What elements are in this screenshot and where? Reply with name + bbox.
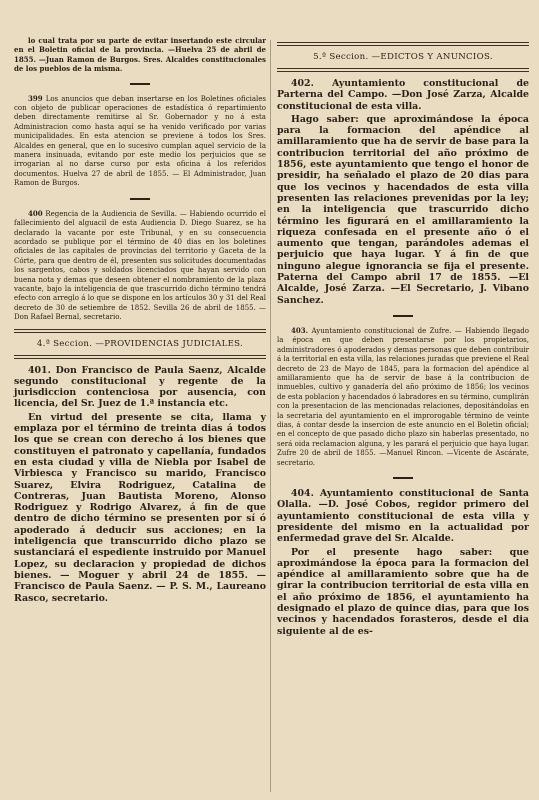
article-404-heading bbox=[277, 488, 529, 544]
continued-text: lo cual trata por su parte de evitar insertando este circular en el Boletin oficial de la provincia. —Huelva 25 de abril de 1855. —Juan Ramon de Burgos. Sres. Alcaldes constitucionales de los pueblos de la misma. bbox=[14, 36, 266, 74]
article-number: 399 bbox=[28, 93, 43, 103]
article-number: 403. bbox=[291, 325, 309, 335]
section-rule bbox=[14, 329, 266, 333]
article-401-heading bbox=[14, 365, 266, 410]
article-text: Ayuntamiento constitucional de Santa Olalla. —D. José Cobos, regidor primero del ayuntamiento constitucional de esta villa y presidente del mismo en la actualidad por enfermedad grave del Sr. Alcalde. bbox=[277, 488, 530, 545]
article-402-heading bbox=[277, 78, 529, 112]
section-rule bbox=[277, 42, 529, 46]
separator bbox=[130, 198, 150, 200]
left-column bbox=[14, 36, 266, 606]
separator bbox=[393, 315, 413, 317]
column-divider bbox=[270, 40, 271, 792]
article-text: Los anuncios que deban insertarse en los Boletines oficiales con objeto de publicar operaciones de estadística ó repartimiento deben directamente remitirse al Sr. Gobernador y no á esta Administracion como hasta aquí se ha venido verificado por varias municipalidades. En esta atencion se previene á todos los Sres. Alcaldes en general, que en lo sucesivo cumplan aquel servicio de la manera insinuada, evitando por este medio los perjuicios que se irrogarian al no darse curso por esta oficina á los referidos documentos. Huelva 27 de abril de 1855. — El Administrador, Juan Ramon de Burgos. bbox=[14, 94, 266, 188]
article-number: 401. bbox=[28, 364, 51, 376]
article-text: Ayuntamiento constitucional de Parterna del Campo. —Don José Zarza, Alcalde constitucional de esta villa. bbox=[277, 78, 530, 112]
article-number: 404. bbox=[291, 488, 314, 500]
article-text: Regencia de la Audiencia de Sevilla. — Habiendo ocurrido el fallecimiento del alguacil de esta Audiencia D. Diego Suarez, se ha declarado la vacante por este Tribunal, y en su consecuencia acordado se publique por el término de 40 dias en los boletines oficiales de las capitales de provincias del territorio y Gaceta de la Córte, para que dentro de él, presenten sus solicitudes documentadas los sargentos, cabos y soldados licenciados que hayan servido con buena nota y demas que deseen obtener el nombramiento de la plaza vacante, bajo la inteligencia de que trascurrido dicho término tendrá efecto con arreglo á lo que se dispone en los artículos 30 y 31 del Real decreto de 30 de setiembre de 1852. Sevilla 26 de abril de 1855. —Don Rafael Bernal, secretario. bbox=[14, 209, 266, 322]
article-number: 402. bbox=[291, 78, 314, 89]
right-column bbox=[277, 36, 529, 639]
article-text: Ayuntamiento constitucional de Zufre. — Habiendo llegado la época en que deben presentarse por los propietarios, administradores ó apoderados y demas personas que deben contribuir á la territorial en esta villa, las relaciones juradas que previene el Real decreto de 23 de Mayo de 1845, para la formacion del apéndice al amillaramiento que ha de servir de base á la contribucion de inmuebles, cultivo y ganadería del año próximo de 1856; los vecinos de esta poblacion y hacendados ó labradores en su término, cumplirán con la presentacion de las mencionadas relaciones, depositándolas en la secretaria del ayuntamiento en el improrogable término de veinte dias, á contar desde la insercion de este anuncio en el Boletin oficial; en el concepto de que pasado dicho plazo sin haberlas presentado, no será oida reclamacion alguna, y les parará el perjuicio que haya lugar. Zufre 20 de abril de 1855. —Manuel Rincon. —Vicente de Ascárate, secretario. bbox=[277, 326, 529, 467]
article-402-body: Hago saber: que aproximándose la época para la formacion del apéndice al amillaramiento que ha de servir de base para la contribucion territorial del año próximo de 1856, este ayuntamiento que tengo el honor de presidir, ha señalado el plazo de 20 dias para que los vecinos y hacendados de esta villa presenten las relaciones prevenidas por la ley; en la inteligencia que trascurrido dicho término les figurará en el amillaramiento la riqueza confesada en el presente año ó el aumento que tengan, parándoles ademas el perjuicio que haya lugar. Y á fin de que ninguno alegue ignorancia se fija el presente. Paterna del Campo abril 17 de 1855. —El Alcalde, José Zarza. —El Secretario, J. Vibano Sanchez. bbox=[277, 113, 529, 306]
article-404-body: Por el presente hago saber: que aproximándose la época para la formacion del apéndice al amillaramiento sobre que ha de girar la contribucion territorial de esta villa en el año próximo de 1856, el ayuntamiento ha designado el plazo de quince dias, para que los vecinos y hacendados forasteros, desde el dia siguiente al de es- bbox=[277, 546, 529, 637]
section-heading: 5.ª Seccion. —EDICTOS Y ANUNCIOS. bbox=[313, 52, 493, 62]
article-399 bbox=[14, 94, 266, 189]
article-401-body: En virtud del presente se cita, llama y emplaza por el término de treinta dias á todos los que se crean con derecho á los bienes que constituyen el patronato y capellanía, fundados en esta ciudad y villa de Niebla por Isabel de Virbiesca y Francisco su marido, Francisco Suarez, Elvira Rodriguez, Catalina de Contreras, Juan Bautista Moreno, Alonso Rodriguez y Rodrigo Alvarez, á fin de que dentro de dicho término se presenten por sí ó apoderado á deducir sus acciones; en la inteligencia que transcurrido dicho plazo se sustanciará el espediente instruido por Manuel Lopez, su declaracion y propiedad de dichos bienes. — Moguer y abril 24 de 1855. — Francisco de Paula Saenz. — P. S. M., Laureano Rasco, secretario. bbox=[14, 411, 266, 604]
article-number: 400 bbox=[28, 208, 43, 218]
section-rule bbox=[277, 68, 529, 72]
separator bbox=[130, 83, 150, 85]
article-text: Don Francisco de Paula Saenz, Alcalde segundo constitucional y regente de la jurisdiccion contenciosa por ausencia, con licencia, del Sr. Juez de 1.ª instancia etc. bbox=[14, 364, 267, 410]
article-403 bbox=[277, 326, 529, 468]
separator bbox=[393, 477, 413, 479]
section-heading: 4.ª Seccion. —PROVIDENCIAS JUDICIALES. bbox=[36, 338, 244, 349]
section-rule bbox=[14, 355, 266, 359]
article-400 bbox=[14, 209, 266, 323]
